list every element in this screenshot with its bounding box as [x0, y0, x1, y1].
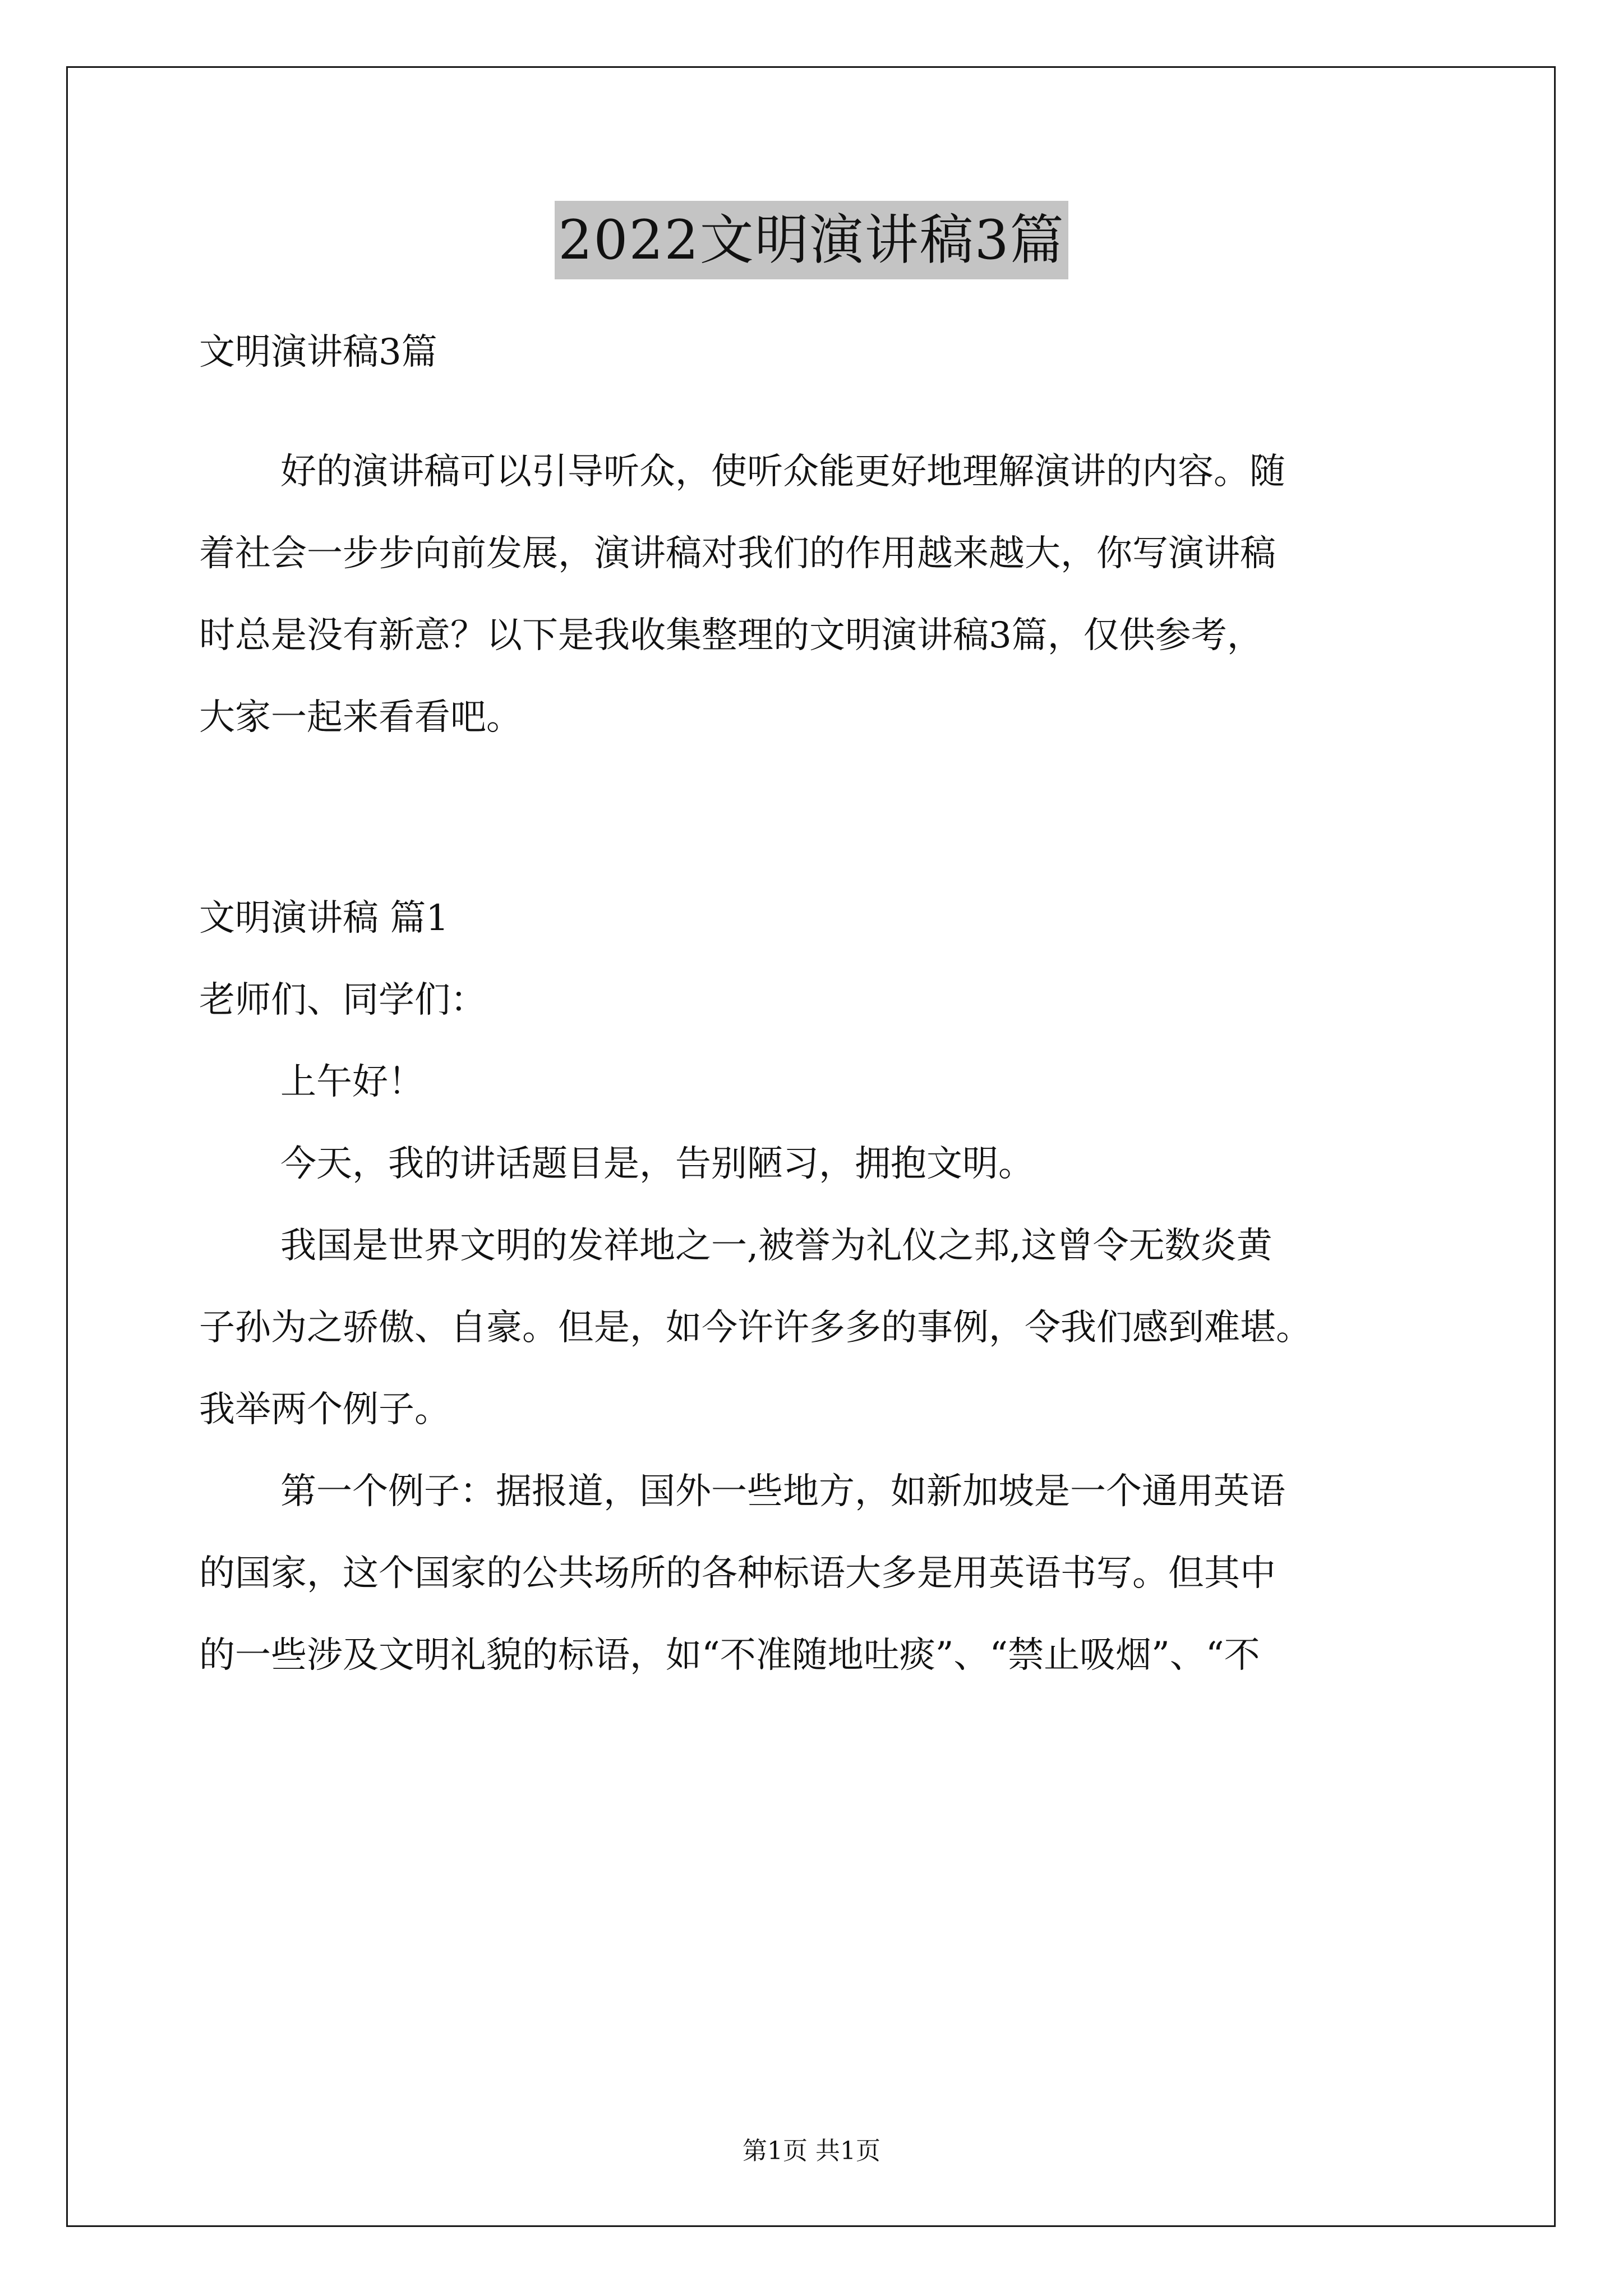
- document-heading: 文明演讲稿3篇: [199, 332, 437, 373]
- paragraph-line: 的一些涉及文明礼貌的标语，如“不准随地吐痰”、“禁止吸烟”、“不: [199, 1635, 1260, 1676]
- document-body: [199, 311, 1438, 1696]
- intro-line: 时总是没有新意？以下是我收集整理的文明演讲稿3篇，仅供参考，: [199, 615, 1263, 656]
- page-number: 第1页 共1页: [743, 2137, 880, 2165]
- page-footer: [0, 2134, 1623, 2168]
- topic-line: 今天，我的讲话题目是，告别陋习，拥抱文明。: [280, 1143, 1034, 1185]
- document-title: 2022文明演讲稿3篇: [555, 201, 1068, 279]
- salutation: 老师们、同学们：: [199, 979, 486, 1021]
- paragraph-line: 的国家，这个国家的公共场所的各种标语大多是用英语书写。但其中: [199, 1553, 1276, 1594]
- intro-line: 大家一起来看看吧。: [199, 697, 522, 738]
- title-area: [0, 201, 1623, 279]
- paragraph-line: 第一个例子：据报道，国外一些地方，如新加坡是一个通用英语: [280, 1471, 1285, 1512]
- greeting: 上午好！: [280, 1061, 424, 1103]
- intro-line: 好的演讲稿可以引导听众，使听众能更好地理解演讲的内容。随: [280, 451, 1285, 493]
- paragraph-line: 子孙为之骄傲、自豪。但是，如今许许多多的事例，令我们感到难堪。: [199, 1307, 1312, 1349]
- paragraph-line: 我国是世界文明的发祥地之一,被誉为礼仪之邦,这曾令无数炎黄: [280, 1225, 1272, 1267]
- section-heading: 文明演讲稿 篇1: [199, 898, 449, 939]
- intro-line: 着社会一步步向前发展，演讲稿对我们的作用越来越大，你写演讲稿: [199, 533, 1276, 574]
- paragraph-line: 我举两个例子。: [199, 1389, 450, 1430]
